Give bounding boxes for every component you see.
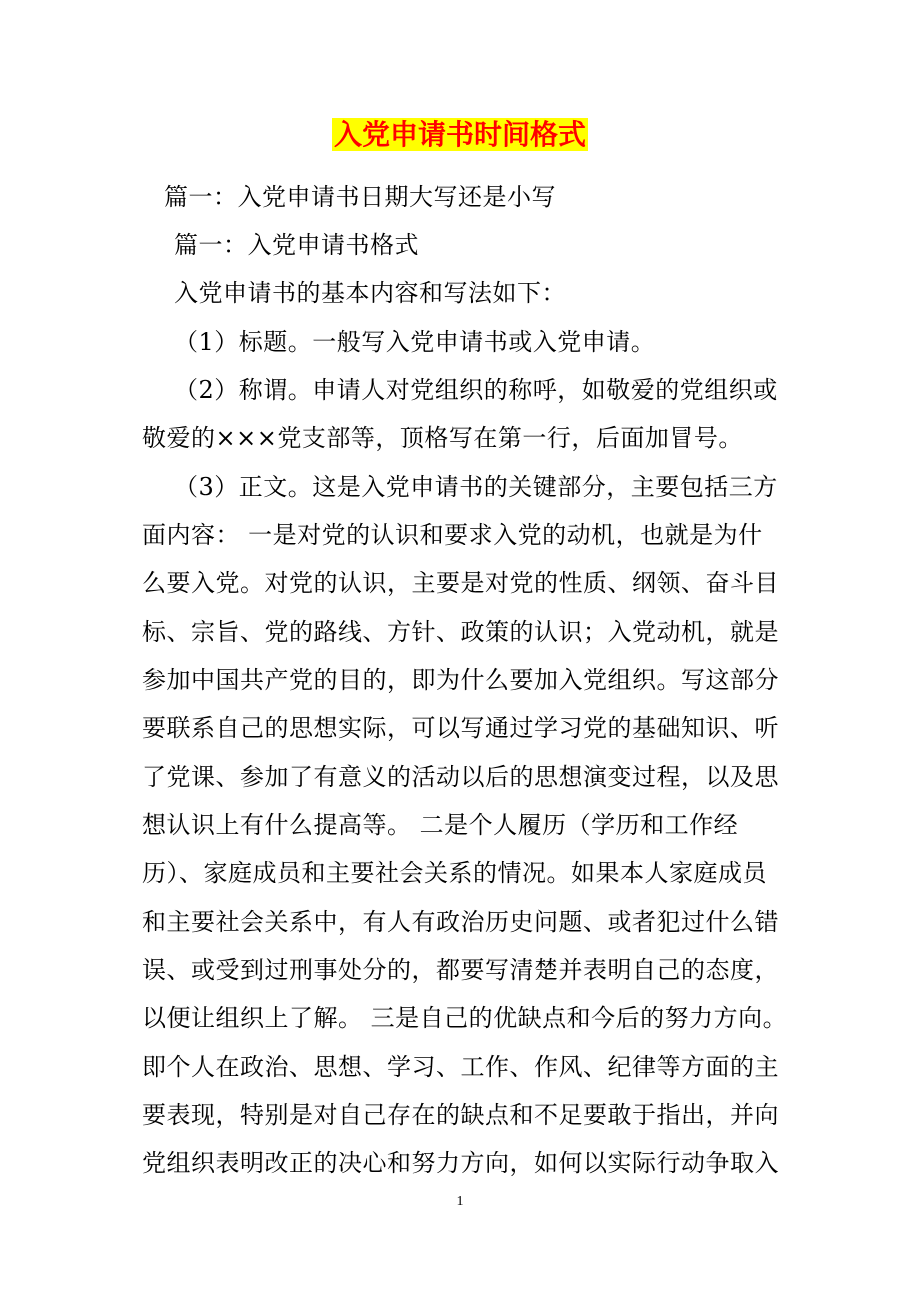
page-number: 1 (456, 1194, 464, 1209)
paragraph-line: （2）称谓。申请人对党组织的称呼，如敬爱的党组织或 (174, 376, 778, 404)
document-title-text: 入党申请书时间格式 (333, 118, 586, 151)
subtitle-line: 篇一：入党申请书日期大写还是小写 (164, 183, 556, 211)
paragraph-line: 要表现，特别是对自己存在的缺点和不足要敢于指出，并向 (142, 1101, 779, 1129)
section-heading-line: 篇一：入党申请书格式 (174, 231, 419, 259)
document-title (0, 113, 920, 157)
paragraph-line: 以便让组织上了解。 三是自己的优缺点和今后的努力方向。 (142, 1004, 788, 1032)
paragraph-line: （1）标题。一般写入党申请书或入党申请。 (174, 328, 656, 356)
paragraph-line: 误、或受到过刑事处分的，都要写清楚并表明自己的态度， (142, 956, 779, 984)
paragraph-line: 标、宗旨、党的路线、方针、政策的认识；入党动机，就是 (142, 618, 779, 646)
paragraph-line: （3）正文。这是入党申请书的关键部分，主要包括三方 (174, 473, 778, 501)
paragraph-line: 想认识上有什么提高等。 二是个人履历（学历和工作经 (142, 811, 739, 839)
paragraph-line: 面内容： 一是对党的认识和要求入党的动机，也就是为什 (142, 521, 763, 549)
intro-line: 入党申请书的基本内容和写法如下： (174, 279, 566, 307)
paragraph-line: 党组织表明改正的决心和努力方向，如何以实际行动争取入 (142, 1149, 779, 1177)
paragraph-line: 参加中国共产党的目的，即为什么要加入党组织。写这部分 (142, 666, 779, 694)
paragraph-line: 即个人在政治、思想、学习、工作、作风、纪律等方面的主 (142, 1053, 779, 1081)
paragraph-line: 么要入党。对党的认识，主要是对党的性质、纲领、奋斗目 (142, 569, 779, 597)
paragraph-line: 敬爱的×××党支部等，顶格写在第一行，后面加冒号。 (142, 424, 743, 452)
paragraph-line: 和主要社会关系中，有人有政治历史问题、或者犯过什么错 (142, 908, 779, 936)
paragraph-line: 历）、家庭成员和主要社会关系的情况。如果本人家庭成员 (142, 859, 767, 887)
paragraph-line: 要联系自己的思想实际，可以写通过学习党的基础知识、听 (142, 714, 779, 742)
paragraph-line: 了党课、参加了有意义的活动以后的思想演变过程，以及思 (142, 763, 779, 791)
